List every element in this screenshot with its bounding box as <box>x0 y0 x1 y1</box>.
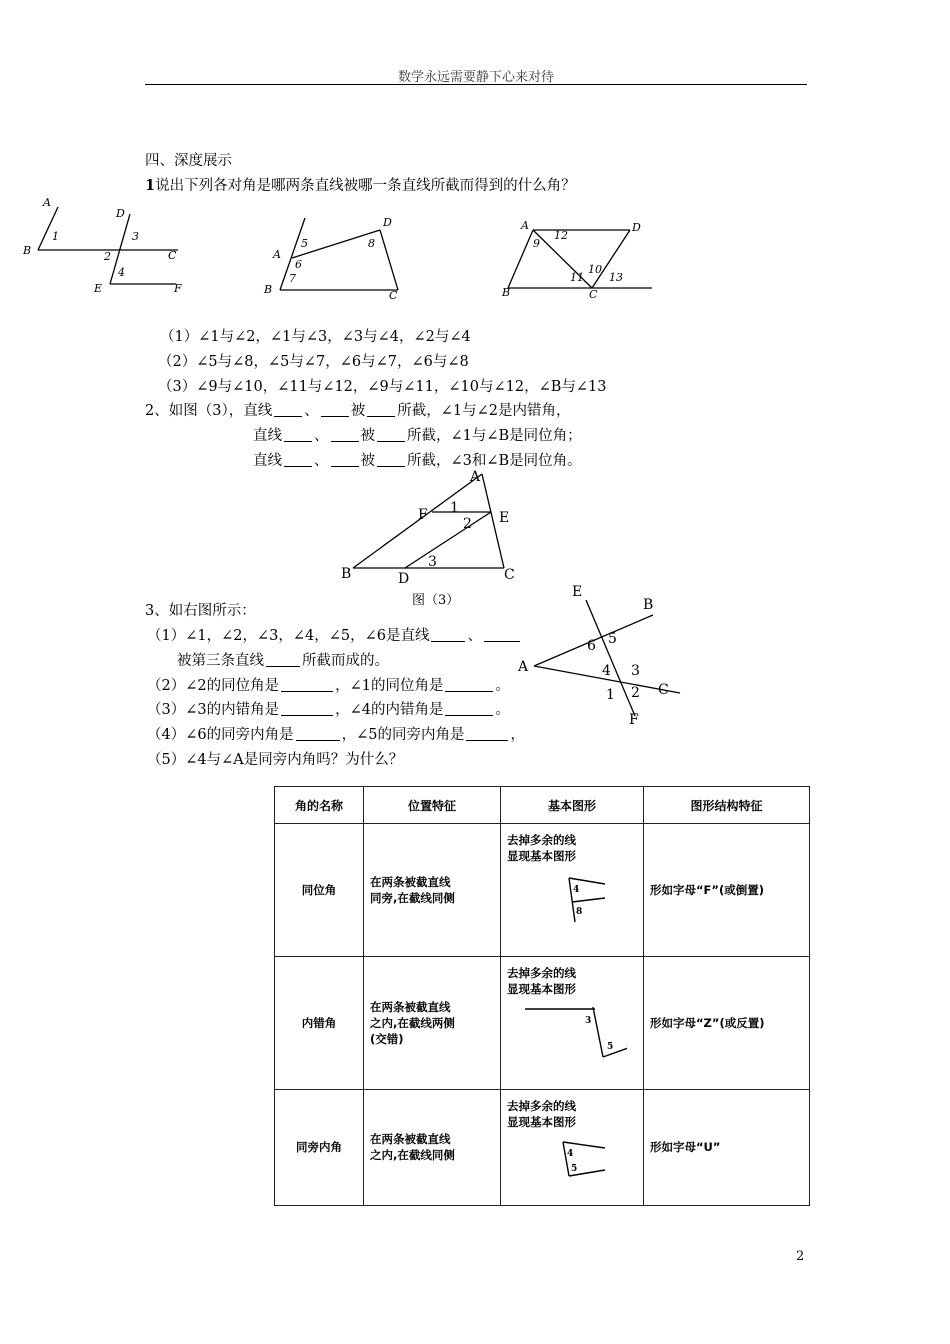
tri-label-f: F <box>418 507 428 523</box>
position-line: 在两条被截直线 <box>370 1132 451 1147</box>
question-1 <box>145 176 576 196</box>
fig1-label-e: E <box>94 282 103 295</box>
basic-figure-line: 去掉多余的线 <box>507 833 576 847</box>
table-row <box>275 956 810 1089</box>
q3-blank-8[interactable] <box>296 726 340 741</box>
q2-l3-start: 直线 <box>253 453 282 469</box>
table-row <box>275 824 810 957</box>
q3-blank-9[interactable] <box>466 726 508 741</box>
fig3-angle-10: 10 <box>588 263 602 276</box>
q3-title: 3、如右图所示： <box>145 603 256 619</box>
q2-suojie-2: 所截， <box>407 428 451 444</box>
angle-name: 内错角 <box>275 956 364 1089</box>
q2-blank-2[interactable] <box>321 402 349 417</box>
q2-sep-1: 、 <box>304 403 319 419</box>
fig1-label-d: D <box>116 207 125 220</box>
fig2-angle-7: 7 <box>289 272 296 285</box>
angle-name: 同位角 <box>275 824 364 957</box>
position-line: 之内,在截线两侧 <box>370 1015 455 1030</box>
figure-q3 <box>510 578 690 730</box>
table-header-cell: 位置特征 <box>364 787 501 824</box>
position-line: 在两条被截直线 <box>370 999 451 1014</box>
position-line: 在两条被截直线 <box>370 874 451 889</box>
tri-label-c: C <box>504 567 515 583</box>
fig3-angle-9: 9 <box>533 237 540 250</box>
q3-part-1b <box>177 651 389 671</box>
q3-part-5: （5）∠4与∠A是同旁内角吗？为什么？ <box>147 752 404 768</box>
page-header: 数学永远需要静下心来对待 <box>397 70 554 85</box>
tri-angle-2: 2 <box>463 516 472 532</box>
question-1-number: 1 <box>145 177 156 194</box>
position-line: (交错) <box>370 1031 404 1046</box>
fig1-line-a <box>38 207 58 250</box>
figure-1 <box>18 192 193 302</box>
fig3-line-ab <box>508 230 533 288</box>
q2-blank-7[interactable] <box>284 452 312 467</box>
q3-p3-end: 。 <box>495 702 510 718</box>
q3-p1-text-b: 被第三条直线 <box>177 653 264 669</box>
fig2-line-cd <box>380 230 398 290</box>
q2-sep-2: 、 <box>314 428 329 444</box>
basic-figure <box>501 1089 644 1205</box>
fig1-label-f: F <box>174 282 182 295</box>
position-feature <box>364 824 501 957</box>
fig3-label-d: D <box>632 221 641 234</box>
fig3-angle-11: 11 <box>570 271 584 284</box>
q2-suojie-3: 所截， <box>407 453 451 469</box>
q3-blank-4[interactable] <box>281 677 333 692</box>
q1-item-1: （1）∠1与∠2，∠1与∠3，∠3与∠4，∠2与∠4 <box>160 329 471 345</box>
u-angle-label: 4 <box>567 1148 574 1159</box>
q3-blank-6[interactable] <box>281 701 333 716</box>
tri-label-b: B <box>341 566 352 582</box>
position-line: 同旁,在截线同侧 <box>370 890 455 905</box>
f-shape-figure <box>507 870 617 930</box>
position-feature <box>364 1089 501 1205</box>
q3fig-label-b: B <box>643 597 654 613</box>
q3-p3-text-a: （3）∠3的内错角是 <box>147 702 280 718</box>
u-shape-figure <box>507 1136 617 1182</box>
basic-figure <box>501 956 644 1089</box>
table-row <box>275 1089 810 1205</box>
fig3-angle-13: 13 <box>609 271 623 284</box>
basic-figure <box>501 824 644 957</box>
header-rule <box>145 84 807 85</box>
tri-label-a: A <box>470 469 481 485</box>
table-header-cell: 图形结构特征 <box>644 787 810 824</box>
q3fig-angle-2: 2 <box>631 685 640 701</box>
q2-line-1 <box>145 401 570 421</box>
page-number: 2 <box>796 1249 805 1264</box>
basic-figure-line: 显现基本图形 <box>507 1114 576 1129</box>
q2-bei-3: 被 <box>360 453 375 469</box>
fig2-label-c: C <box>389 289 398 302</box>
structure-feature: 形如字母“F”(或倒置) <box>644 824 810 957</box>
q2-blank-4[interactable] <box>284 427 312 442</box>
angle-types-table <box>274 786 810 1206</box>
q2-l1-end: ∠1与∠2是内错角， <box>440 403 571 419</box>
q3-p1-text-a: （1）∠1，∠2，∠3，∠4，∠5，∠6是直线 <box>147 628 430 644</box>
figure-3 <box>498 216 658 304</box>
structure-feature: 形如字母“U” <box>644 1089 810 1205</box>
q3-blank-3[interactable] <box>266 652 300 667</box>
fig1-label-a: A <box>43 196 51 209</box>
z-shape-figure <box>507 1003 627 1063</box>
fig2-angle-6: 6 <box>295 258 302 271</box>
position-line: 之内,在截线同侧 <box>370 1148 455 1163</box>
q3-blank-5[interactable] <box>445 677 493 692</box>
f-angle-label: 4 <box>573 885 580 895</box>
u-angle-label: 5 <box>571 1163 578 1174</box>
tri-caption: 图（3） <box>412 593 460 608</box>
fig1-label-c: C <box>168 249 177 262</box>
basic-figure-line: 去掉多余的线 <box>507 965 576 980</box>
fig3-label-a: A <box>521 219 529 232</box>
q3-p4-end: ， <box>510 727 525 743</box>
q1-item-3: （3）∠9与∠10，∠11与∠12，∠9与∠11，∠10与∠12，∠B与∠13 <box>158 379 607 395</box>
q2-l2-start: 直线 <box>253 428 282 444</box>
fig2-angle-8: 8 <box>368 237 375 250</box>
q3-blank-1[interactable] <box>431 627 465 642</box>
q3-p4-text-b: ，∠5的同旁内角是 <box>341 727 465 743</box>
fig1-angle-1: 1 <box>52 230 59 243</box>
tri-angle-3: 3 <box>428 554 437 570</box>
q2-l3-end: ∠3和∠B是同位角。 <box>450 453 582 469</box>
fig1-label-b: B <box>23 244 32 257</box>
fig3-label-c: C <box>589 288 598 301</box>
basic-figure-line: 去掉多余的线 <box>507 1098 576 1113</box>
q3-p4-text-a: （4）∠6的同旁内角是 <box>147 727 294 743</box>
fig2-angle-5: 5 <box>301 237 308 250</box>
q2-bei-2: 被 <box>360 428 375 444</box>
table-header-cell: 基本图形 <box>501 787 644 824</box>
q3-p3-text-b: ，∠4的内错角是 <box>335 702 444 718</box>
tri-label-d: D <box>398 571 410 587</box>
q2-sep-3: 、 <box>314 453 329 469</box>
figure-2 <box>255 210 415 305</box>
z-angle-label: 3 <box>585 1015 592 1026</box>
fig1-angle-2: 2 <box>104 250 111 263</box>
q3fig-angle-3: 3 <box>631 663 640 679</box>
q3fig-angle-6: 6 <box>587 638 596 654</box>
question-1-text: 说出下列各对角是哪两条直线被哪一条直线所截而得到的什么角？ <box>155 178 576 194</box>
q3-p1-text-c: 所截而成的。 <box>302 653 389 669</box>
f-angle-label: 8 <box>576 907 583 917</box>
q3fig-angle-1: 1 <box>606 687 615 703</box>
q3-part-1 <box>147 626 522 646</box>
q3-p2-end: 。 <box>495 678 510 694</box>
q3fig-label-f: F <box>629 712 639 728</box>
figure-triangle-3 <box>335 462 525 612</box>
q2-l2-end: ∠1与∠B是同位角； <box>450 428 582 444</box>
q3fig-label-e: E <box>572 584 583 600</box>
basic-figure-line: 显现基本图形 <box>507 981 576 996</box>
tri-angle-1: 1 <box>450 500 459 516</box>
fig3-angle-12: 12 <box>554 229 568 242</box>
basic-figure-line: 显现基本图形 <box>507 849 576 863</box>
q2-blank-6[interactable] <box>377 427 405 442</box>
position-feature <box>364 956 501 1089</box>
q2-blank-3[interactable] <box>367 402 395 417</box>
q3fig-label-c: C <box>658 682 669 698</box>
fig3-label-b: B <box>502 286 511 299</box>
fig2-label-b: B <box>264 283 273 296</box>
q2-blank-1[interactable] <box>274 402 302 417</box>
table-header-row <box>275 787 810 824</box>
q3-p2-text-a: （2）∠2的同位角是 <box>147 678 280 694</box>
q2-suojie-1: 所截， <box>397 403 441 419</box>
q3-part-3 <box>147 700 510 720</box>
z-angle-label: 5 <box>607 1041 614 1052</box>
fig2-label-a: A <box>273 248 281 261</box>
q3fig-angle-4: 4 <box>602 663 611 679</box>
q2-bei-1: 被 <box>350 403 366 419</box>
q3-part-2 <box>147 676 510 696</box>
fig1-angle-4: 4 <box>118 266 125 279</box>
fig1-angle-3: 3 <box>132 230 139 243</box>
q2-l1-start: 2、如图（3），直线 <box>145 403 273 419</box>
section-heading: 四、深度展示 <box>145 153 232 169</box>
structure-feature: 形如字母“Z”(或反置) <box>644 956 810 1089</box>
q3-p1-sep: 、 <box>467 628 482 644</box>
q1-item-2: （2）∠5与∠8，∠5与∠7，∠6与∠7，∠6与∠8 <box>158 354 469 370</box>
q3fig-label-a: A <box>518 659 529 675</box>
q3fig-angle-5: 5 <box>608 631 617 647</box>
fig2-label-d: D <box>383 216 392 229</box>
q2-blank-5[interactable] <box>331 427 359 442</box>
q2-line-2 <box>253 426 582 446</box>
q3-blank-7[interactable] <box>445 701 493 716</box>
tri-label-e: E <box>499 510 510 526</box>
q3-part-4 <box>147 725 525 745</box>
table-header-cell: 角的名称 <box>275 787 364 824</box>
angle-name: 同旁内角 <box>275 1089 364 1205</box>
q3-p2-text-b: ，∠1的同位角是 <box>335 678 444 694</box>
